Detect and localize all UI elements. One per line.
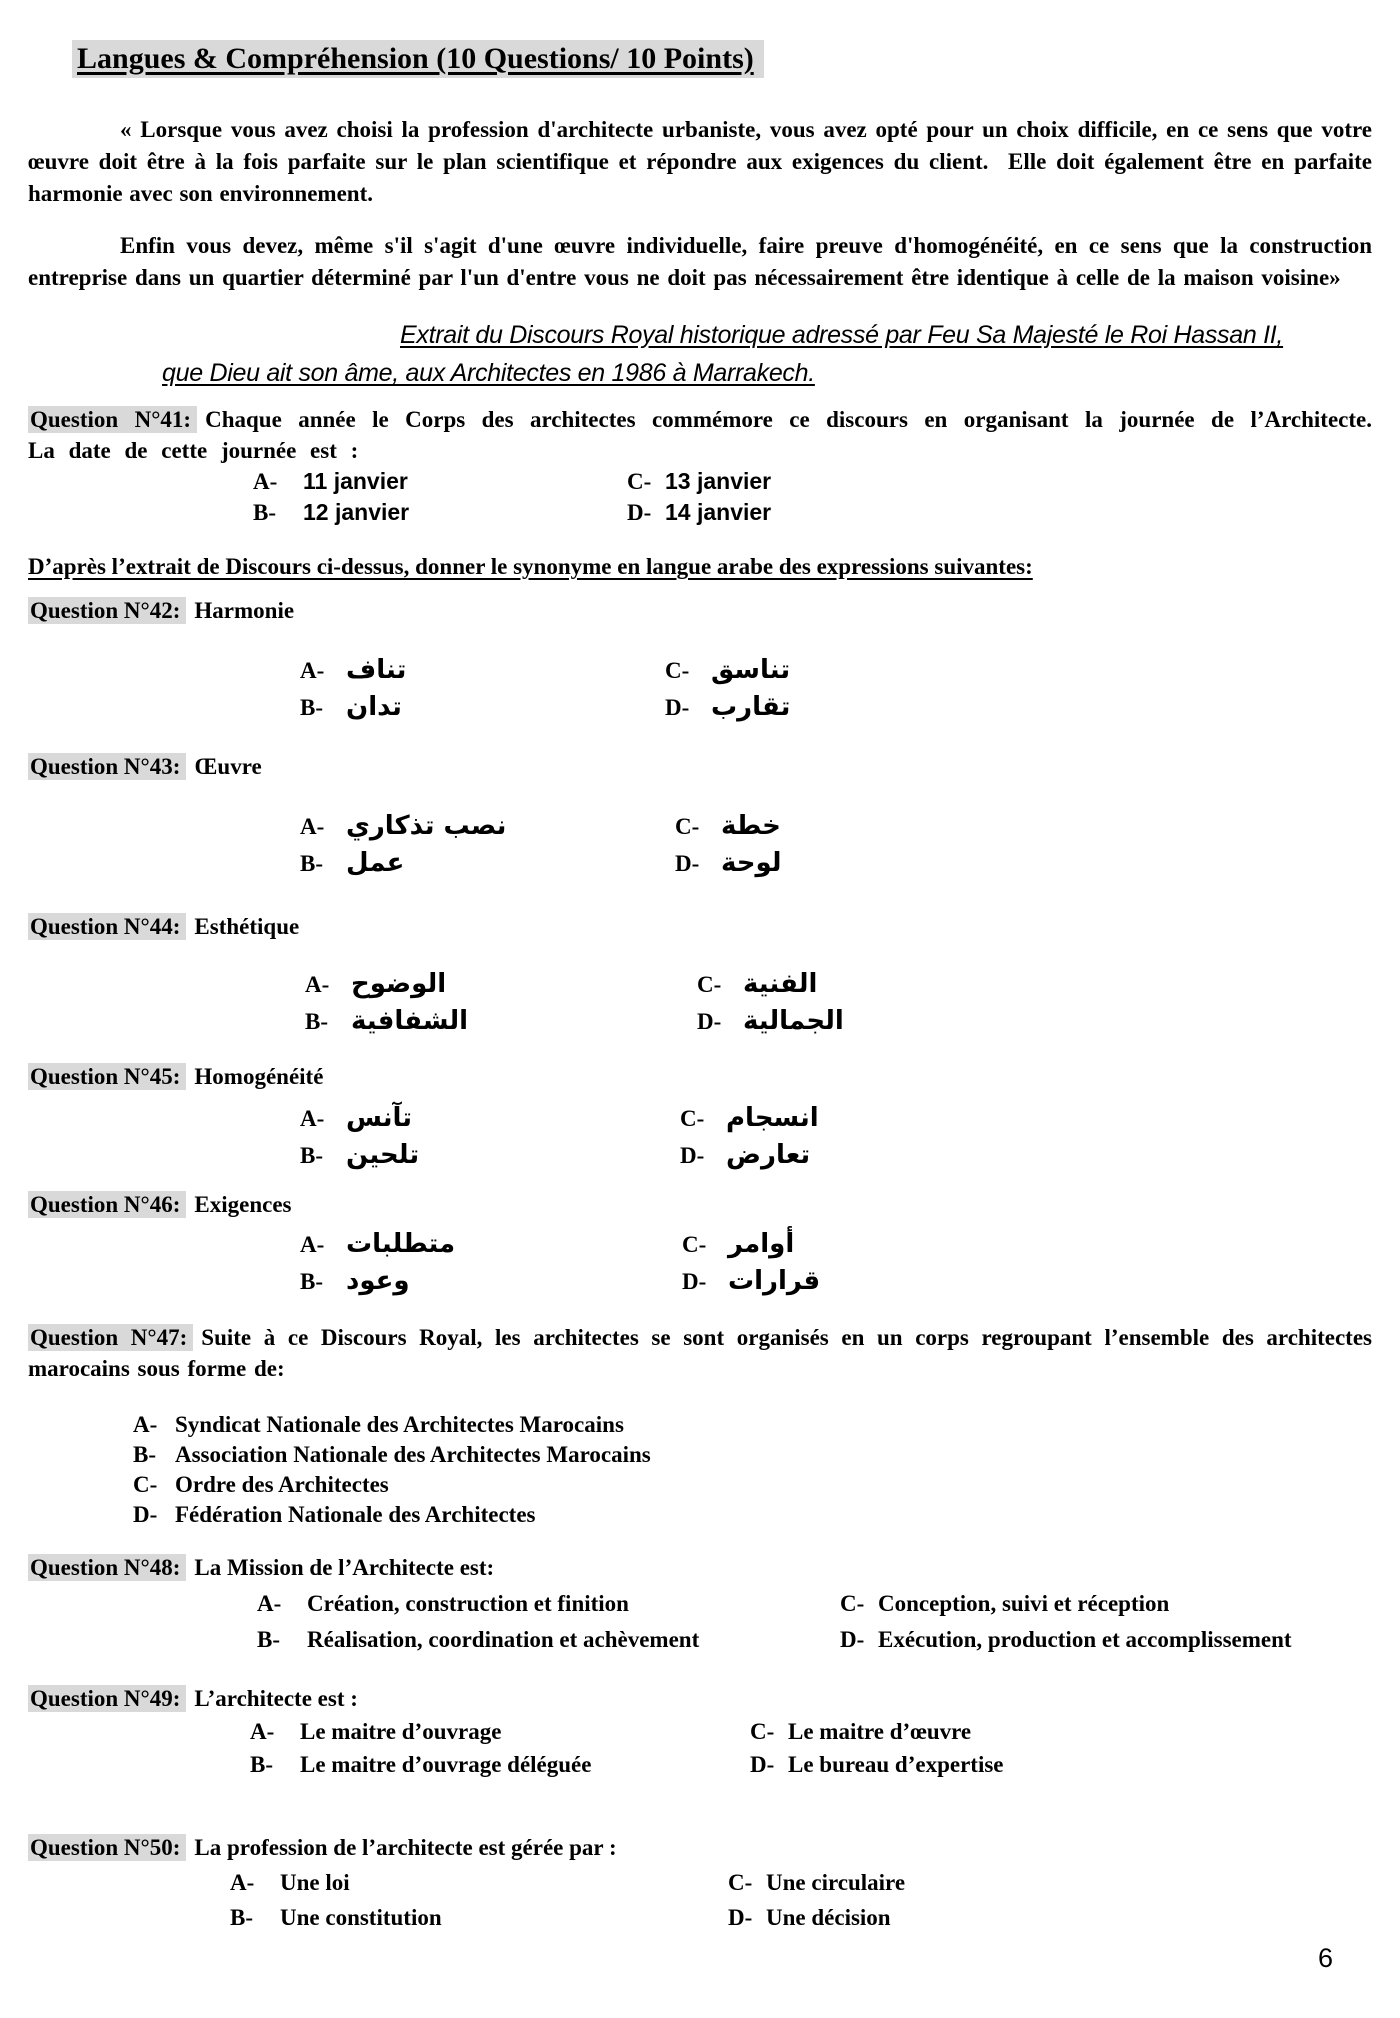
- option-d: [697, 1003, 844, 1040]
- option-a-letter: A-: [305, 972, 330, 997]
- option-d-text: قرارات: [728, 1266, 821, 1296]
- option-c-text: Une circulaire: [766, 1870, 906, 1895]
- option-b-text: تدان: [346, 692, 402, 722]
- question-50-label: Question N°50:: [28, 1834, 186, 1861]
- question-45: [28, 1062, 1372, 1092]
- option-c-text: Conception, suivi et réception: [878, 1591, 1170, 1616]
- option-a: [133, 1410, 1372, 1440]
- option-c-letter: C-: [680, 1106, 705, 1131]
- option-a: [257, 1588, 840, 1619]
- page-title: Langues & Compréhension (10 Questions/ 10 Points): [72, 40, 764, 78]
- option-d-letter: D-: [680, 1143, 705, 1168]
- page-number: 6: [1318, 1943, 1334, 1973]
- option-a-text: متطلبات: [346, 1229, 456, 1259]
- question-42-text: Harmonie: [194, 598, 295, 623]
- question-49-label: Question N°49:: [28, 1685, 186, 1712]
- question-43: [28, 752, 1372, 782]
- option-c-text: انسجام: [726, 1103, 819, 1133]
- option-b: [133, 1440, 1372, 1470]
- option-d-letter: D-: [665, 695, 690, 720]
- option-d: [627, 497, 771, 528]
- question-49-text: L’architecte est :: [194, 1686, 358, 1711]
- option-a-letter: A-: [257, 1591, 282, 1616]
- question-46-label: Question N°46:: [28, 1191, 186, 1218]
- question-42-label: Question N°42:: [28, 597, 186, 624]
- option-b-letter: B-: [300, 851, 323, 876]
- question-41-options-row-1: [253, 466, 1372, 497]
- option-d-letter: D-: [133, 1502, 158, 1527]
- question-45-label: Question N°45:: [28, 1063, 186, 1090]
- question-44-options-row-2: [305, 1003, 1372, 1040]
- option-b: [257, 1624, 840, 1655]
- option-d: [728, 1902, 891, 1933]
- option-a-text: Le maitre d’ouvrage: [300, 1719, 502, 1744]
- question-47-label: Question N°47:: [28, 1324, 193, 1351]
- question-42-options-row-2: [300, 689, 1372, 726]
- option-d: [680, 1137, 810, 1174]
- option-b-letter: B-: [133, 1442, 156, 1467]
- option-b: [300, 845, 675, 882]
- option-a: [253, 466, 627, 497]
- question-41-options-row-2: [253, 497, 1372, 528]
- question-45-options-row-2: [300, 1137, 1372, 1174]
- option-b: [253, 497, 627, 528]
- option-c-text: خطة: [721, 811, 781, 841]
- question-50: [28, 1832, 1372, 1863]
- option-a: [250, 1716, 750, 1747]
- question-43-options-row-1: [300, 808, 1372, 845]
- option-c: [840, 1588, 1169, 1619]
- question-49-options-row-2: [250, 1749, 1372, 1780]
- option-d-letter: D-: [840, 1627, 865, 1652]
- option-d: [750, 1749, 1004, 1780]
- quote-paragraph-1: « Lorsque vous avez choisi la profession d'architecte urbaniste, vous avez opté pour un choix difficile, en ce sens que votre œuvre doit être à la fois parfaite sur le plan scientifique et répondre aux exigences du client. Elle doit également être en parfaite harmonie avec son environnement.: [28, 117, 1372, 206]
- option-c: [133, 1470, 1372, 1500]
- option-d-letter: D-: [675, 851, 700, 876]
- option-d-letter: D-: [750, 1752, 775, 1777]
- option-a-letter: A-: [253, 469, 278, 494]
- option-c-text: Ordre des Architectes: [175, 1472, 389, 1497]
- question-43-label: Question N°43:: [28, 753, 186, 780]
- option-b-text: تلحين: [346, 1140, 420, 1170]
- option-b: [300, 1263, 682, 1300]
- question-41-text: Chaque année le Corps des architectes commémore ce discours en organisant la journée de l’Architecte. La date de cette journée est :: [28, 407, 1372, 463]
- option-b: [300, 689, 665, 726]
- question-50-options-row-2: [230, 1902, 1372, 1933]
- option-a: [300, 1100, 680, 1137]
- option-a: [300, 1226, 682, 1263]
- option-b: [230, 1902, 728, 1933]
- option-b-text: الشفافية: [351, 1006, 469, 1036]
- option-d-text: تقارب: [711, 692, 791, 722]
- option-d-text: Une décision: [766, 1905, 891, 1930]
- option-b: [250, 1749, 750, 1780]
- option-b-letter: B-: [300, 1143, 323, 1168]
- option-c-letter: C-: [697, 972, 722, 997]
- option-d-text: Fédération Nationale des Architectes: [175, 1502, 536, 1527]
- question-43-text: Œuvre: [194, 754, 262, 779]
- option-a-text: Création, construction et finition: [307, 1591, 629, 1616]
- option-c: [665, 652, 790, 689]
- question-44-text: Esthétique: [194, 914, 300, 939]
- option-d-letter: D-: [728, 1905, 753, 1930]
- option-a-letter: A-: [250, 1719, 275, 1744]
- option-c-letter: C-: [133, 1472, 158, 1497]
- question-50-options-row-1: [230, 1867, 1372, 1898]
- option-b-text: 12 janvier: [303, 499, 410, 525]
- option-c-letter: C-: [682, 1232, 707, 1257]
- option-b-letter: B-: [253, 500, 276, 525]
- option-b-text: عمل: [346, 848, 405, 878]
- option-c-text: أوامر: [728, 1229, 795, 1259]
- option-b-text: Réalisation, coordination et achèvement: [307, 1627, 700, 1652]
- option-a-text: الوضوح: [351, 969, 447, 999]
- option-a-text: Syndicat Nationale des Architectes Marocains: [175, 1412, 624, 1437]
- option-b-letter: B-: [250, 1752, 273, 1777]
- question-48-text: La Mission de l’Architecte est:: [194, 1555, 495, 1580]
- title-row: [72, 40, 1372, 80]
- option-d: [675, 845, 782, 882]
- quote-attribution-line-1: Extrait du Discours Royal historique adressé par Feu Sa Majesté le Roi Hassan II,: [400, 321, 1284, 349]
- option-d: [682, 1263, 820, 1300]
- option-c: [627, 466, 771, 497]
- option-a-letter: A-: [300, 1106, 325, 1131]
- option-b-letter: B-: [300, 695, 323, 720]
- option-d-text: Exécution, production et accomplissement: [878, 1627, 1292, 1652]
- option-a: [300, 808, 675, 845]
- question-45-text: Homogénéité: [194, 1064, 324, 1089]
- option-c: [728, 1867, 905, 1898]
- option-d-text: لوحة: [721, 848, 782, 878]
- question-44-options-row-1: [305, 966, 1372, 1003]
- question-41-label: Question N°41:: [28, 406, 197, 433]
- question-49: [28, 1683, 1372, 1714]
- question-48-options-row-2: [257, 1624, 1372, 1655]
- option-c-letter: C-: [728, 1870, 753, 1895]
- question-45-options-row-1: [300, 1100, 1372, 1137]
- question-42-options-row-1: [300, 652, 1372, 689]
- option-c: [675, 808, 781, 845]
- question-44: [28, 912, 1372, 942]
- option-c: [682, 1226, 794, 1263]
- option-c-text: 13 janvier: [665, 468, 772, 494]
- option-d: [665, 689, 790, 726]
- option-d-text: Le bureau d’expertise: [788, 1752, 1004, 1777]
- option-b-letter: B-: [230, 1905, 253, 1930]
- option-a: [305, 966, 697, 1003]
- option-b-text: Association Nationale des Architectes Marocains: [175, 1442, 651, 1467]
- option-d-letter: D-: [627, 500, 652, 525]
- question-46-text: Exigences: [194, 1192, 292, 1217]
- option-a: [300, 652, 665, 689]
- option-c-letter: C-: [750, 1719, 775, 1744]
- option-a-letter: A-: [300, 1232, 325, 1257]
- question-48-options-row-1: [257, 1588, 1372, 1619]
- option-a-letter: A-: [230, 1870, 255, 1895]
- question-41: [28, 404, 1372, 466]
- question-48: [28, 1552, 1372, 1583]
- question-48-label: Question N°48:: [28, 1554, 186, 1581]
- option-d: [133, 1500, 1372, 1530]
- question-47: [28, 1322, 1372, 1384]
- question-46-options-row-1: [300, 1226, 1372, 1263]
- question-42: [28, 596, 1372, 626]
- option-c-letter: C-: [665, 658, 690, 683]
- option-b-letter: B-: [257, 1627, 280, 1652]
- option-a: [230, 1867, 728, 1898]
- question-47-text: Suite à ce Discours Royal, les architectes se sont organisés en un corps regroupant l’ensemble des architectes marocains sous forme de:: [28, 1325, 1372, 1381]
- option-c-text: الفنية: [743, 969, 818, 999]
- option-c-text: تناسق: [711, 655, 791, 685]
- option-b-letter: B-: [305, 1009, 328, 1034]
- quote-attribution: [28, 316, 1372, 392]
- option-b-letter: B-: [300, 1269, 323, 1294]
- question-49-options-row-1: [250, 1716, 1372, 1747]
- option-d-text: تعارض: [726, 1140, 811, 1170]
- option-b-text: وعود: [346, 1266, 410, 1296]
- option-c: [680, 1100, 819, 1137]
- option-a-letter: A-: [133, 1412, 158, 1437]
- option-d-letter: D-: [682, 1269, 707, 1294]
- question-46-options-row-2: [300, 1263, 1372, 1300]
- option-b: [305, 1003, 697, 1040]
- option-a-letter: A-: [300, 814, 325, 839]
- option-b: [300, 1137, 680, 1174]
- option-c: [697, 966, 817, 1003]
- option-c-letter: C-: [627, 469, 652, 494]
- question-50-text: La profession de l’architecte est gérée par :: [194, 1835, 617, 1860]
- option-d-letter: D-: [697, 1009, 722, 1034]
- option-a-text: تآنس: [346, 1103, 413, 1133]
- quote-attribution-line-2: que Dieu ait son âme, aux Architectes en 1986 à Marrakech.: [162, 359, 815, 387]
- question-47-options: [133, 1410, 1372, 1530]
- option-a-text: تناف: [346, 655, 407, 685]
- option-c: [750, 1716, 971, 1747]
- option-a-text: 11 janvier: [303, 468, 408, 494]
- question-43-options-row-2: [300, 845, 1372, 882]
- quote-paragraph-2: Enfin vous devez, même s'il s'agit d'une œuvre individuelle, faire preuve d'homogénéité, en ce sens que la construction entreprise dans un quartier déterminé par l'un d'entre vous ne doit pas nécessairement être identique à celle de la maison voisine»: [28, 233, 1372, 290]
- option-a-text: نصب تذكاري: [346, 811, 507, 841]
- option-b-text: Une constitution: [280, 1905, 442, 1930]
- question-46: [28, 1190, 1372, 1220]
- option-b-text: Le maitre d’ouvrage déléguée: [300, 1752, 592, 1777]
- question-44-label: Question N°44:: [28, 913, 186, 940]
- option-a-letter: A-: [300, 658, 325, 683]
- option-d-text: 14 janvier: [665, 499, 772, 525]
- option-c-letter: C-: [675, 814, 700, 839]
- option-c-letter: C-: [840, 1591, 865, 1616]
- option-a-text: Une loi: [280, 1870, 350, 1895]
- section-note: D’après l’extrait de Discours ci-dessus, donner le synonyme en langue arabe des expressions suivantes:: [28, 554, 1033, 579]
- option-d: [840, 1624, 1292, 1655]
- option-d-text: الجمالية: [743, 1006, 844, 1036]
- option-c-text: Le maitre d’œuvre: [788, 1719, 972, 1744]
